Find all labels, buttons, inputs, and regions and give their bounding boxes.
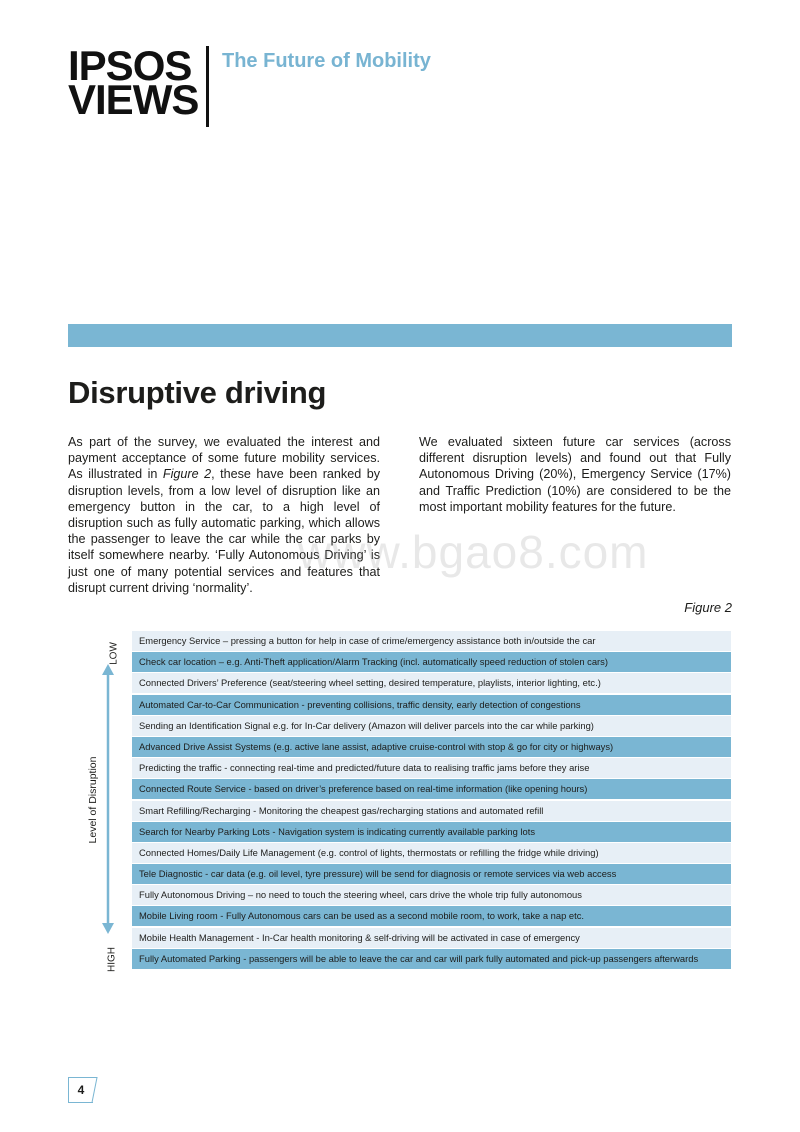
disruption-table [132,631,731,970]
disruption-row: Emergency Service – pressing a button for help in case of crime/emergency assistance both in/outside the car [132,631,731,651]
disruption-row: Fully Automated Parking - passengers will be able to leave the car and car will park fully automated and pick-up passengers afterwards [132,949,731,969]
header-divider [206,46,209,127]
left-text-before: As part of the survey, we evaluated the interest and payment acceptance of some future mobility services. As illustrated in [68,435,380,482]
disruption-row: Connected Drivers’ Preference (seat/steering wheel setting, desired temperature, playlists, interior lighting, etc.) [132,673,731,693]
body-right-column: We evaluated sixteen future car services (across different disruption levels) and found out that Fully Autonomous Driving (20%), Emergency Service (17%) and Traffic Prediction (10%) are considered to be the most important mobility features for the future. [419,435,731,514]
disruption-row: Fully Autonomous Driving – no need to touch the steering wheel, cars drive the whole trip fully autonomous [132,885,731,905]
section-title: Disruptive driving [68,375,327,410]
section-band [68,324,732,347]
disruption-row: Connected Route Service - based on driver’s preference based on real-time information (like opening hours) [132,779,731,799]
disruption-row: Check car location – e.g. Anti-Theft application/Alarm Tracking (incl. automatically speed reduction of stolen cars) [132,652,731,672]
logo-line-2: VIEWS [68,76,199,123]
axis-low-label: LOW [108,642,120,665]
disruption-row: Connected Homes/Daily Life Management (e.g. control of lights, thermostats or refilling the fridge while driving) [132,843,731,863]
axis-label: Level of Disruption [87,756,99,844]
page-number-corner [88,1077,98,1103]
disruption-row: Mobile Living room - Fully Autonomous cars can be used as a second mobile room, to work, take a nap etc. [132,906,731,926]
publication-title: The Future of Mobility [222,50,431,72]
disruption-row: Tele Diagnostic - car data (e.g. oil level, tyre pressure) will be send for diagnosis or remote services via web access [132,864,731,884]
disruption-row: Smart Refilling/Recharging - Monitoring the cheapest gas/recharging stations and automated refill [132,801,731,821]
disruption-row: Predicting the traffic - connecting real-time and predicted/future data to realising traffic jams before they arise [132,758,731,778]
disruption-row: Advanced Drive Assist Systems (e.g. active lane assist, adaptive cruise-control with stop & go for city or highways) [132,737,731,757]
left-text-after: , these have been ranked by disruption levels, from a low level of disruption like an emergency button in the car, to a high level of disruption such as fully automatic parking, which allows the passenger to leave the car while the car parks by itself somewhere nearby. ‘Fully Autonomous Driving’ is just one of many potential services and features that disrupt current driving ‘normality’. [68,467,381,595]
watermark: www.bgao8.com [298,526,649,578]
disruption-row: Sending an Identification Signal e.g. for In-Car delivery (Amazon will deliver parcels into the car while parking) [132,716,731,736]
figure-caption: Figure 2 [684,600,732,615]
ipsos-views-logo [68,42,199,123]
axis-high-label: HIGH [106,947,118,972]
logo-line-1: IPSOS [68,42,192,89]
figure-reference: Figure 2 [162,467,212,482]
disruption-row: Search for Nearby Parking Lots - Navigation system is indicating currently available parking lots [132,822,731,842]
disruption-arrow-icon [102,664,114,934]
disruption-row: Mobile Health Management - In-Car health monitoring & self-driving will be activated in case of emergency [132,928,731,948]
page-number: 4 [68,1077,93,1103]
disruption-row: Automated Car-to-Car Communication - preventing collisions, traffic density, early detection of congestions [132,695,731,715]
